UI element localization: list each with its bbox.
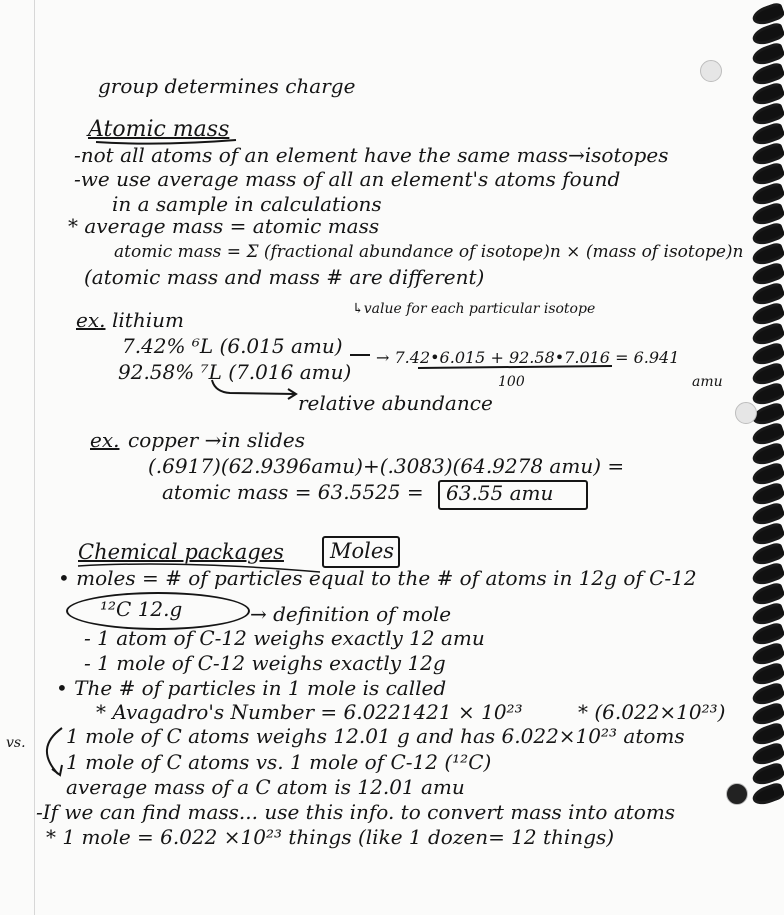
section-heading-chemical-packages: Chemical packages xyxy=(78,540,284,564)
note-line: -we use average mass of all an element's atoms found xyxy=(74,167,621,191)
example-title: lithium xyxy=(112,308,184,332)
note-line: atomic mass = 63.5525 = xyxy=(162,480,424,504)
example-title: copper →in slides xyxy=(128,428,305,452)
note-line: • moles = # of particles equal to the # of atoms in 12g of C-12 xyxy=(58,566,697,590)
calculation-unit: amu xyxy=(692,374,723,390)
section-heading-moles: Moles xyxy=(330,539,395,563)
calculation-denominator: 100 xyxy=(498,374,525,390)
note-line: * Avagadro's Number = 6.0221421 × 10²³ xyxy=(96,700,523,724)
note-line: 92.58% ⁷L (7.016 amu) xyxy=(118,360,352,384)
note-line: * average mass = atomic mass xyxy=(68,214,380,238)
note-line: * 1 mole = 6.022 ×10²³ things (like 1 dozen= 12 things) xyxy=(46,825,615,849)
note-line: average mass of a C atom is 12.01 amu xyxy=(66,775,465,799)
note-line: ↳value for each particular isotope xyxy=(352,301,596,317)
note-line: 1 mole of C atoms weighs 12.01 g and has 6.022×10²³ atoms xyxy=(66,724,685,748)
note-line: 7.42% ⁶L (6.015 amu) xyxy=(122,334,343,358)
note-line: - 1 atom of C-12 weighs exactly 12 amu xyxy=(84,626,485,650)
note-line: relative abundance xyxy=(298,391,493,415)
note-line: - 1 mole of C-12 weighs exactly 12g xyxy=(84,651,446,675)
note-line: -If we can find mass... use this info. to convert mass into atoms xyxy=(36,800,676,824)
section-heading-atomic-mass: Atomic mass xyxy=(88,117,230,142)
formula-atomic-mass: atomic mass = Σ (fractional abundance of isotope)n × (mass of isotope)n xyxy=(114,242,744,262)
note-line: group determines charge xyxy=(98,74,356,98)
note-line: • The # of particles in 1 mole is called xyxy=(56,676,447,700)
example-label: ex. xyxy=(76,308,106,332)
note-line: in a sample in calculations xyxy=(112,192,382,216)
note-line: -not all atoms of an element have the same mass→isotopes xyxy=(74,143,669,167)
note-line: * (6.022×10²³) xyxy=(578,700,726,724)
vs-note: vs. xyxy=(6,735,26,751)
note-line: ¹²C 12.g xyxy=(100,597,183,621)
calculation: → 7.42•6.015 + 92.58•7.016 = 6.941 xyxy=(376,348,680,367)
note-line: (atomic mass and mass # are different) xyxy=(84,265,485,289)
note-line: 1 mole of C atoms vs. 1 mole of C-12 (¹²C) xyxy=(66,750,492,774)
answer-value: 63.55 amu xyxy=(446,481,554,505)
example-label: ex. xyxy=(90,428,120,452)
calculation: (.6917)(62.9396amu)+(.3083)(64.9278 amu) = xyxy=(148,454,625,478)
note-line: → definition of mole xyxy=(250,602,452,626)
